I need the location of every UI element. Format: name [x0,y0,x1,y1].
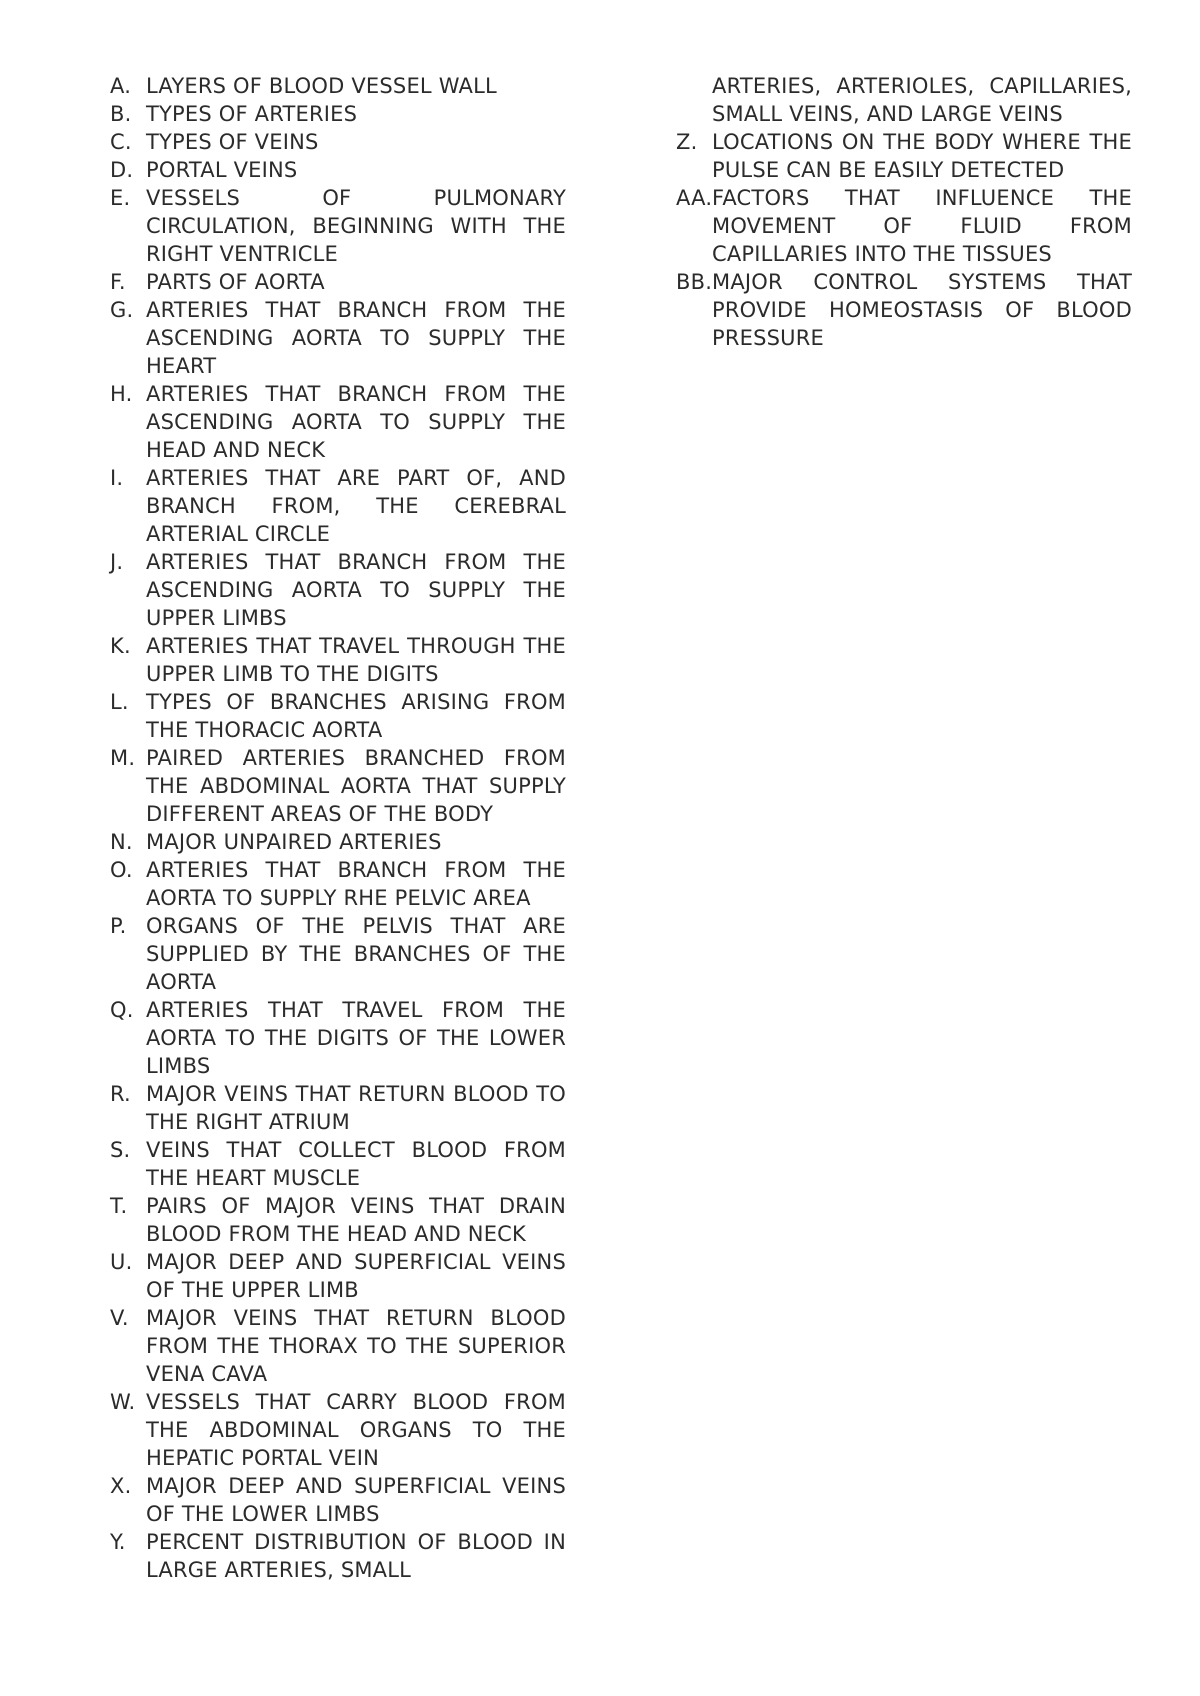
list-item-text: ARTERIES THAT BRANCH FROM THE AORTA TO SUPPLY RHE PELVIC AREA [146,858,566,910]
list-item [110,1192,566,1248]
list-item [676,268,1132,352]
list-marker: E. [110,186,131,210]
list-item [110,156,566,184]
list-item [110,856,566,912]
list-item [110,380,566,464]
list-marker: R. [110,1082,131,1106]
list-item-text: PERCENT DISTRIBUTION OF BLOOD IN LARGE ARTERIES, SMALL [146,1530,566,1582]
list-item-text: TYPES OF VEINS [146,130,319,154]
list-item-text: VESSELS OF PULMONARY CIRCULATION, BEGINNING WITH THE RIGHT VENTRICLE [146,186,566,266]
list-marker: BB. [676,270,713,294]
list-item [110,828,566,856]
list-item [110,1472,566,1528]
list-item [110,184,566,268]
list-item [676,184,1132,268]
list-marker: U. [110,1250,133,1274]
list-item [110,268,566,296]
list-item-text: LAYERS OF BLOOD VESSEL WALL [146,74,497,98]
list-marker: J. [110,550,124,574]
list-item-text: MAJOR UNPAIRED ARTERIES [146,830,442,854]
list-item-text: FACTORS THAT INFLUENCE THE MOVEMENT OF FLUID FROM CAPILLARIES INTO THE TISSUES [712,186,1132,266]
list-item-text: ORGANS OF THE PELVIS THAT ARE SUPPLIED BY THE BRANCHES OF THE AORTA [146,914,566,994]
list-item [110,72,566,100]
list-marker: X. [110,1474,132,1498]
list-item-text: ARTERIES, ARTERIOLES, CAPILLARIES, SMALL VEINS, AND LARGE VEINS [712,74,1132,126]
list-marker: P. [110,914,127,938]
list-item [676,128,1132,184]
list-marker: Y. [110,1530,126,1554]
list-item-text: MAJOR DEEP AND SUPERFICIAL VEINS OF THE UPPER LIMB [146,1250,566,1302]
list-marker: Q. [110,998,134,1022]
list-marker: C. [110,130,132,154]
list-item-text: TYPES OF ARTERIES [146,102,358,126]
list-item [110,912,566,996]
list-marker: Z. [676,130,698,154]
list-item-text: MAJOR DEEP AND SUPERFICIAL VEINS OF THE LOWER LIMBS [146,1474,566,1526]
list-item-text: MAJOR CONTROL SYSTEMS THAT PROVIDE HOMEOSTASIS OF BLOOD PRESSURE [712,270,1132,350]
list-item-text: ARTERIES THAT BRANCH FROM THE ASCENDING AORTA TO SUPPLY THE HEART [146,298,566,378]
list-item [110,464,566,548]
list-marker: T. [110,1194,128,1218]
list-item-text: PAIRS OF MAJOR VEINS THAT DRAIN BLOOD FROM THE HEAD AND NECK [146,1194,566,1246]
list-item-text: LOCATIONS ON THE BODY WHERE THE PULSE CAN BE EASILY DETECTED [712,130,1132,182]
list-item-text: MAJOR VEINS THAT RETURN BLOOD FROM THE THORAX TO THE SUPERIOR VENA CAVA [146,1306,566,1386]
list-item [110,1080,566,1136]
list-marker: AA. [676,186,713,210]
list-item [110,100,566,128]
list-marker: B. [110,102,132,126]
list-item [110,1304,566,1388]
list-item [110,1248,566,1304]
list-marker: G. [110,298,134,322]
right-column [676,72,1132,352]
list-marker: N. [110,830,133,854]
list-marker: F. [110,270,126,294]
list-marker: V. [110,1306,129,1330]
list-marker: K. [110,634,131,658]
list-item [110,688,566,744]
list-item-text: MAJOR VEINS THAT RETURN BLOOD TO THE RIGHT ATRIUM [146,1082,566,1134]
list-marker: S. [110,1138,131,1162]
list-item-text: VEINS THAT COLLECT BLOOD FROM THE HEART MUSCLE [146,1138,566,1190]
list-marker: W. [110,1390,136,1414]
list-item-text: ARTERIES THAT BRANCH FROM THE ASCENDING AORTA TO SUPPLY THE UPPER LIMBS [146,550,566,630]
list-item [110,632,566,688]
list-marker: I. [110,466,124,490]
list-item [110,548,566,632]
list-marker: M. [110,746,136,770]
list-marker: A. [110,74,132,98]
list-item-text: ARTERIES THAT ARE PART OF, AND BRANCH FROM, THE CEREBRAL ARTERIAL CIRCLE [146,466,566,546]
list-item [110,1136,566,1192]
list-item-text: PARTS OF AORTA [146,270,325,294]
list-item-text: TYPES OF BRANCHES ARISING FROM THE THORACIC AORTA [146,690,566,742]
list-item [110,296,566,380]
list-item-continuation [676,72,1132,128]
list-item [110,996,566,1080]
list-item [110,1388,566,1472]
list-item-text: ARTERIES THAT BRANCH FROM THE ASCENDING AORTA TO SUPPLY THE HEAD AND NECK [146,382,566,462]
list-item [110,744,566,828]
list-item-text: ARTERIES THAT TRAVEL THROUGH THE UPPER LIMB TO THE DIGITS [146,634,566,686]
list-item [110,128,566,156]
list-marker: L. [110,690,129,714]
list-item [110,1528,566,1584]
left-column [110,72,566,1584]
list-item-text: ARTERIES THAT TRAVEL FROM THE AORTA TO THE DIGITS OF THE LOWER LIMBS [146,998,566,1078]
list-marker: O. [110,858,133,882]
list-item-text: VESSELS THAT CARRY BLOOD FROM THE ABDOMINAL ORGANS TO THE HEPATIC PORTAL VEIN [146,1390,566,1470]
list-marker: D. [110,158,134,182]
list-item-text: PAIRED ARTERIES BRANCHED FROM THE ABDOMINAL AORTA THAT SUPPLY DIFFERENT AREAS OF THE BODY [146,746,566,826]
list-item-text: PORTAL VEINS [146,158,298,182]
list-marker: H. [110,382,133,406]
